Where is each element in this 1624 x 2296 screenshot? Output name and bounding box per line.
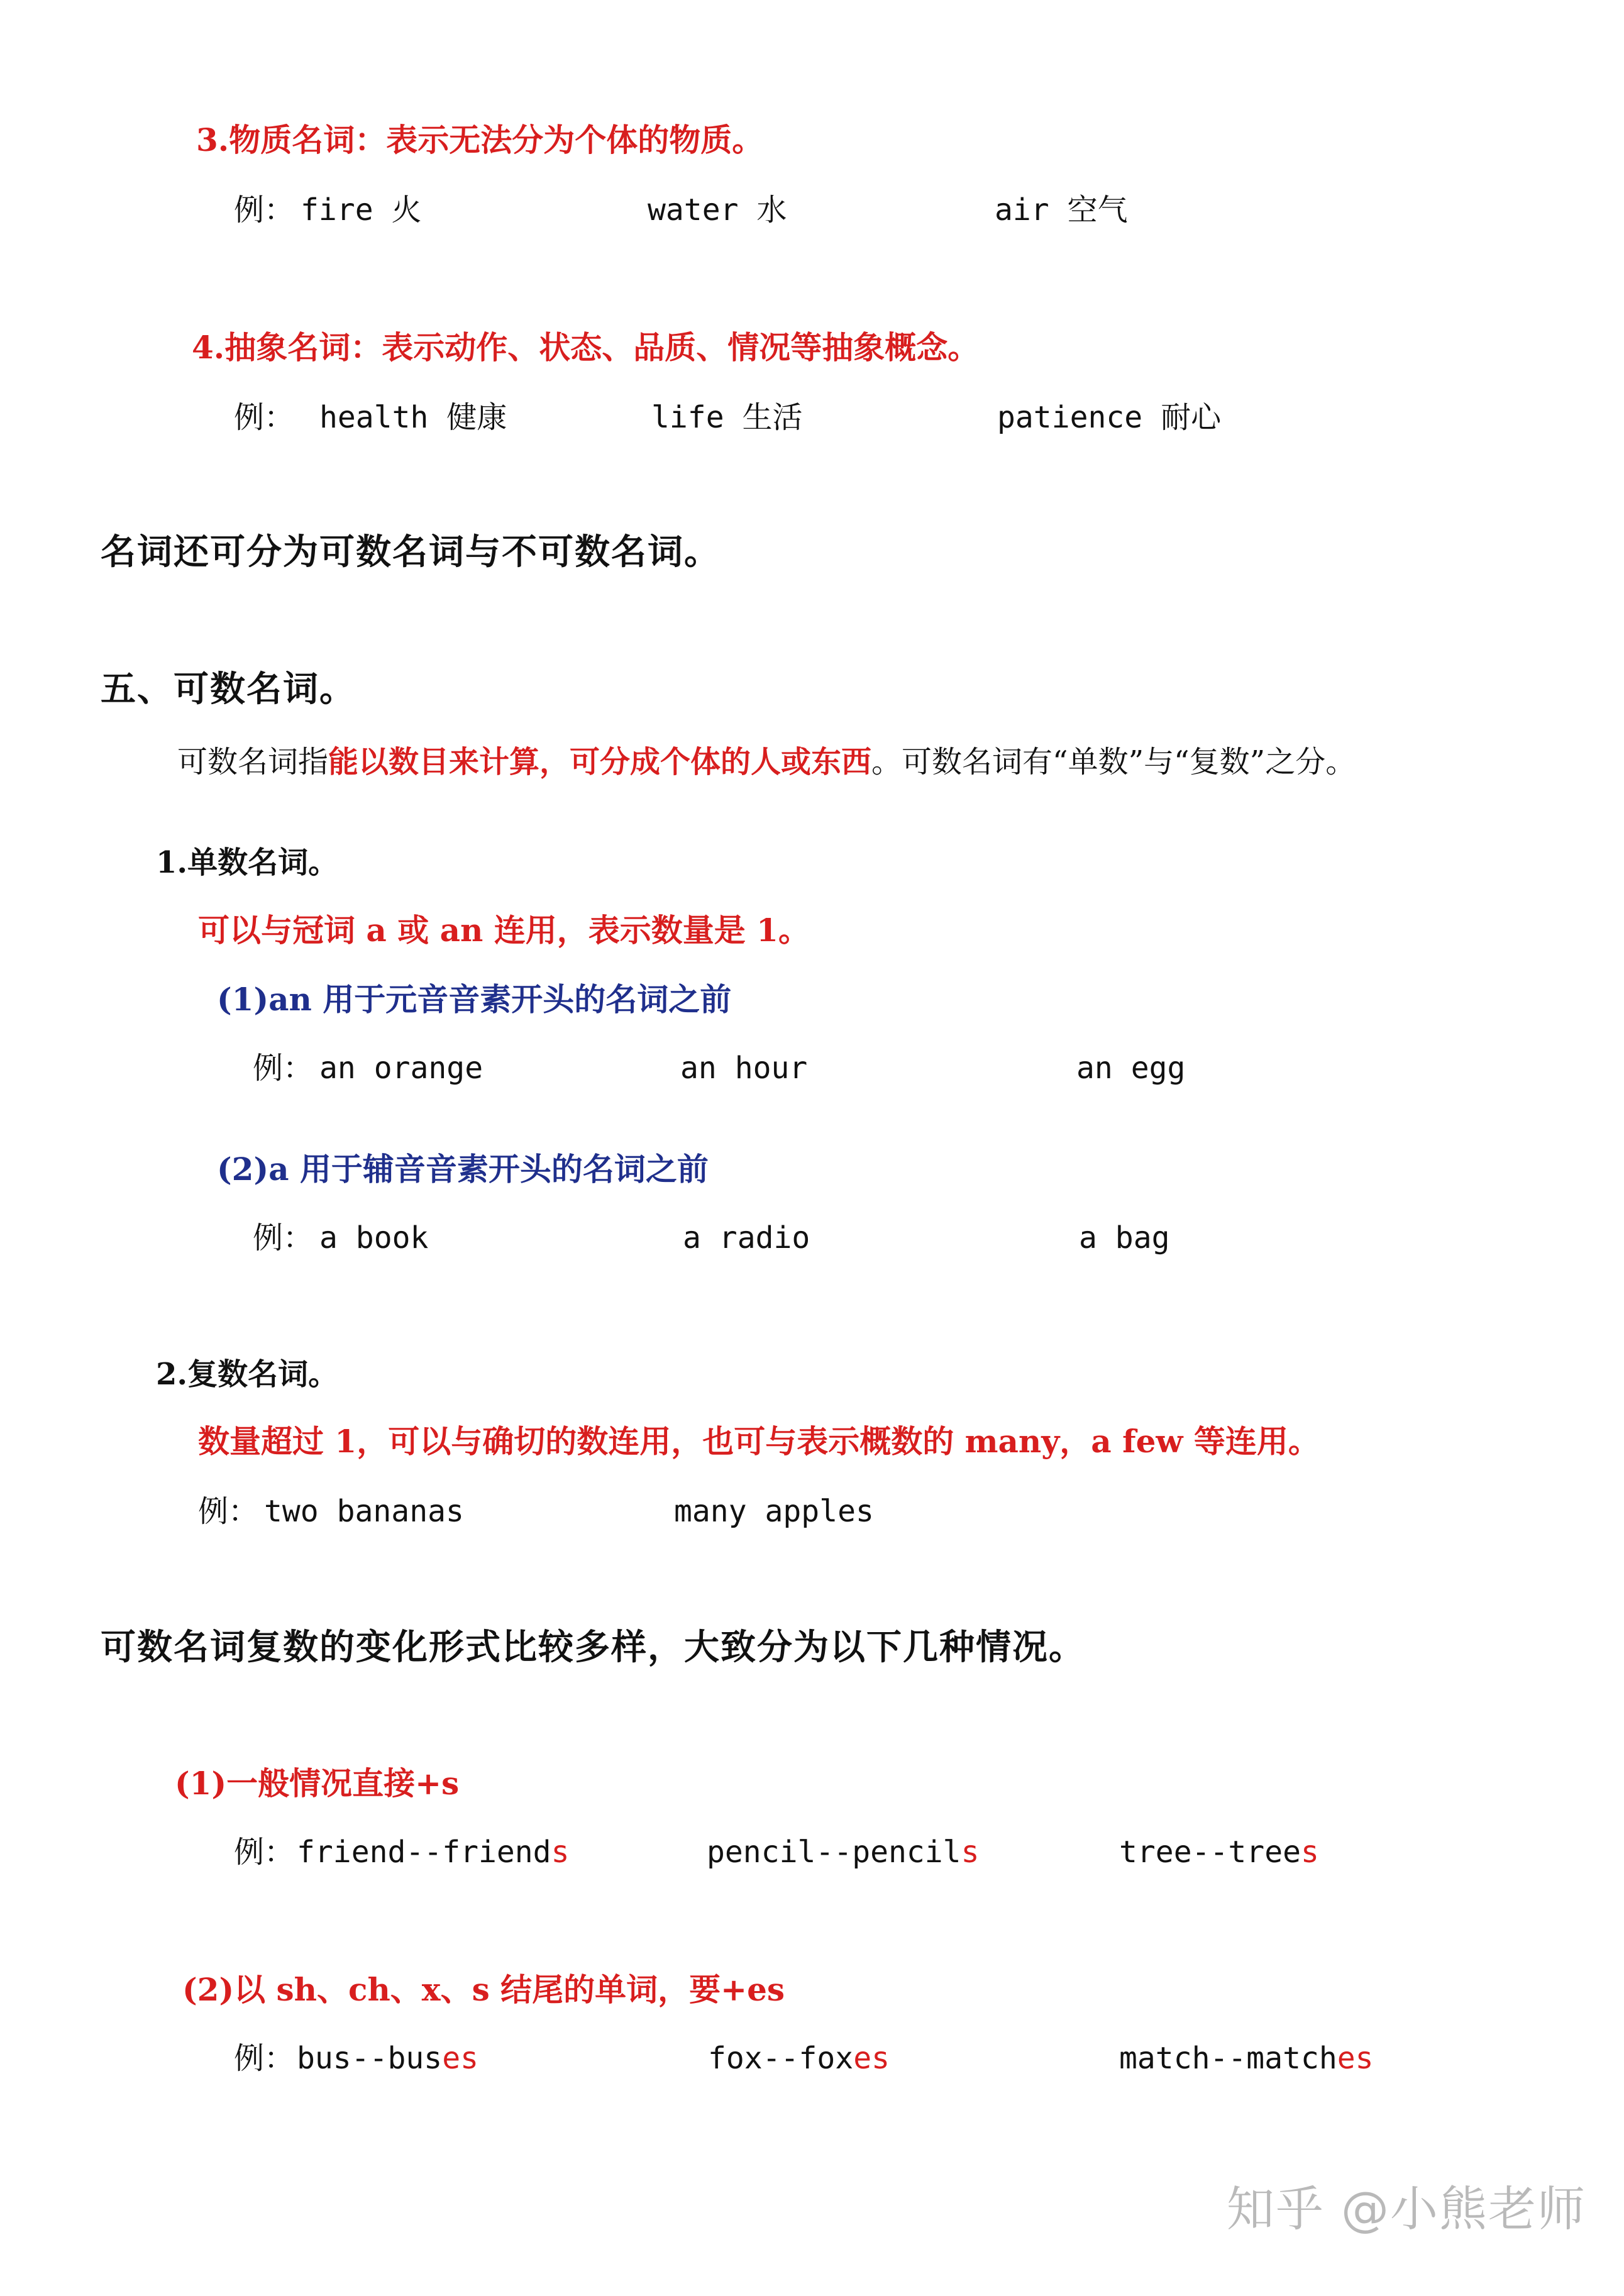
example-item xyxy=(1119,1835,1319,1870)
example-base: tree--tree xyxy=(1119,1835,1301,1870)
material-nouns-heading: 3.物质名词：表示无法分为个体的物质。 xyxy=(196,121,764,158)
example-item xyxy=(297,1835,570,1870)
abstract-nouns-heading: 4.抽象名词：表示动作、状态、品质、情况等抽象概念。 xyxy=(192,329,980,366)
definition-highlight: 能以数目来计算，可分成个体的人或东西 xyxy=(328,744,872,780)
plural-suffix: s xyxy=(961,1835,980,1870)
zhihu-watermark: 知乎 @小熊老师 xyxy=(1226,2181,1586,2237)
section-title: 五、可数名词。 xyxy=(101,668,356,710)
example-base: fox--fox xyxy=(708,2041,854,2076)
example-item xyxy=(297,2041,478,2076)
definition-text xyxy=(177,744,1356,780)
rule2-heading: (2)以 sh、ch、x、s 结尾的单词，要+es xyxy=(182,1971,785,2008)
a-rule-heading: (2)a 用于辅音音素开头的名词之前 xyxy=(217,1151,709,1188)
definition-suffix: 。可数名词有“单数”与“复数”之分。 xyxy=(871,744,1356,780)
an-rule-heading: (1)an 用于元音音素开头的名词之前 xyxy=(217,981,732,1018)
example-item: many apples xyxy=(674,1494,874,1529)
plural-forms-intro: 可数名词复数的变化形式比较多样，大致分为以下几种情况。 xyxy=(101,1626,1085,1668)
example-item: water 水 xyxy=(648,192,787,228)
plural-note: 数量超过 1，可以与确切的数连用，也可与表示概数的 many，a few 等连用。 xyxy=(198,1423,1320,1460)
example-item: patience 耐心 xyxy=(997,400,1222,435)
example-item: two bananas xyxy=(264,1494,464,1529)
example-label: 例： xyxy=(253,1051,314,1086)
plural-suffix: es xyxy=(853,2041,890,2076)
example-item: health 健康 xyxy=(319,400,507,435)
example-item: an hour xyxy=(680,1051,808,1086)
example-item: fire 火 xyxy=(301,192,422,228)
example-item: air 空气 xyxy=(995,192,1128,228)
plural-suffix: es xyxy=(1337,2041,1374,2076)
plural-suffix: es xyxy=(442,2041,478,2076)
example-item xyxy=(1119,2041,1374,2076)
example-label: 例： xyxy=(198,1494,259,1529)
classification-note: 名词还可分为可数名词与不可数名词。 xyxy=(101,531,721,573)
example-item: life 生活 xyxy=(651,400,803,435)
example-label: 例： xyxy=(234,192,295,228)
example-item xyxy=(707,1835,980,1870)
plural-suffix: s xyxy=(1300,1835,1319,1870)
example-item: a radio xyxy=(683,1220,810,1256)
example-base: bus--bus xyxy=(297,2041,443,2076)
example-label: 例： xyxy=(234,400,295,435)
example-base: pencil--pencil xyxy=(707,1835,961,1870)
plural-title: 2.复数名词。 xyxy=(156,1357,339,1392)
example-label: 例： xyxy=(234,1835,295,1870)
singular-title: 1.单数名词。 xyxy=(156,845,339,880)
rule1-heading: (1)一般情况直接+s xyxy=(175,1765,460,1802)
example-label: 例： xyxy=(234,2041,295,2076)
example-base: match--match xyxy=(1119,2041,1337,2076)
example-item: an orange xyxy=(319,1051,483,1086)
example-base: friend--friend xyxy=(297,1835,551,1870)
example-item: a book xyxy=(319,1220,429,1256)
example-item: a bag xyxy=(1079,1220,1170,1256)
example-label: 例： xyxy=(253,1220,314,1256)
singular-note: 可以与冠词 a 或 an 连用，表示数量是 1。 xyxy=(198,912,810,949)
plural-suffix: s xyxy=(551,1835,570,1870)
definition-prefix: 可数名词指 xyxy=(177,744,329,780)
example-item xyxy=(708,2041,890,2076)
example-item: an egg xyxy=(1076,1051,1186,1086)
